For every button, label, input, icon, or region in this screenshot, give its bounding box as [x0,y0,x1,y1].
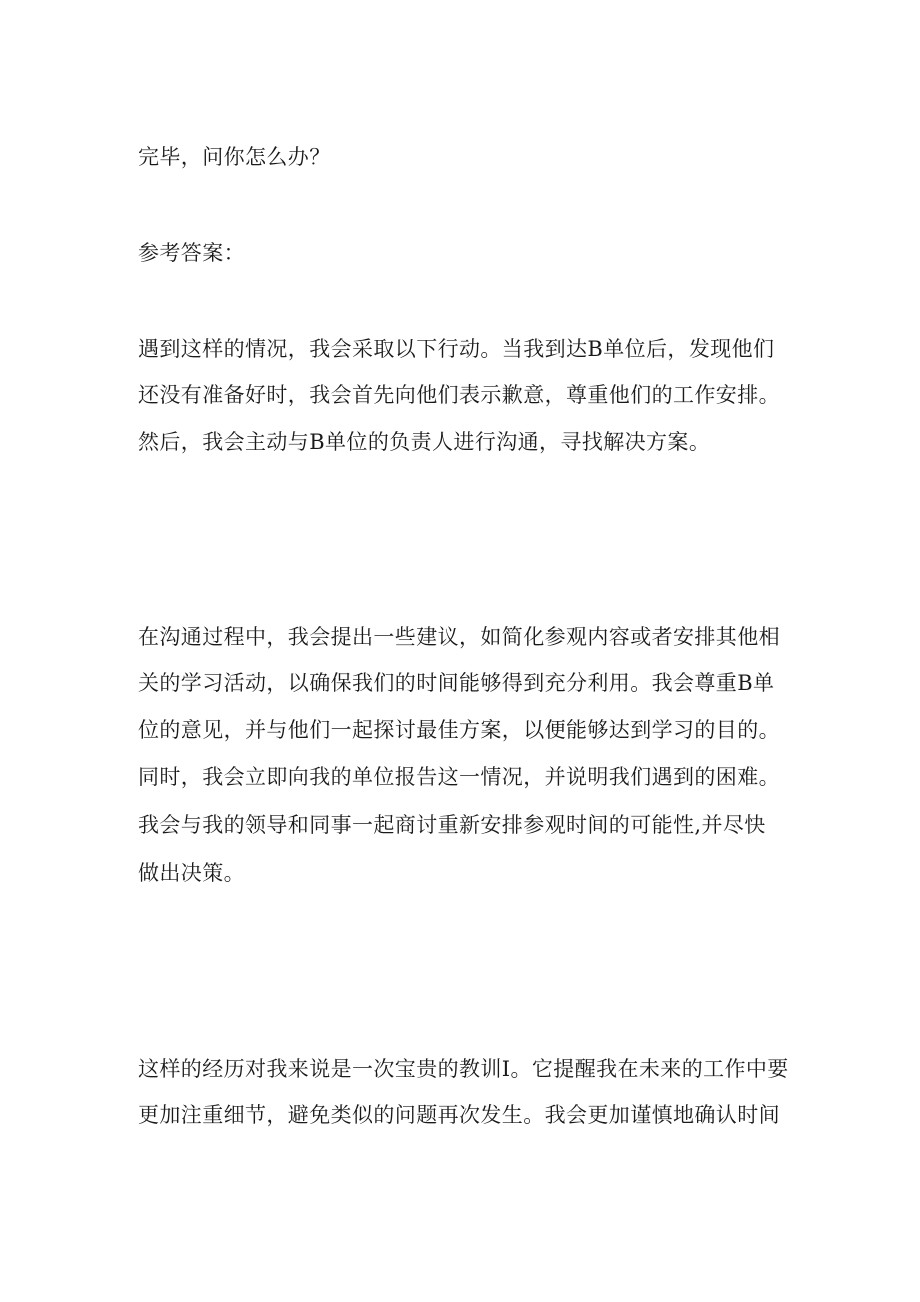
paragraph-2-line-4: 同时，我会立即向我的单位报告这一情况，并说明我们遇到的困难。 [138,765,780,789]
paragraph-2-line-1: 在沟通过程中，我会提出一些建议，如简化参观内容或者安排其他相 [138,625,780,649]
paragraph-3-line-2: 更加注重细节，避免类似的问题再次发生。我会更加谨慎地确认时间 [138,1103,780,1127]
paragraph-2-line-5: 我会与我的领导和同事一起商讨重新安排参观时间的可能性,并尽快 [138,813,766,837]
answer-heading: 参考答案： [138,241,245,265]
paragraph-3-line-1: 这样的经历对我来说是一次宝贵的教训I。它提醒我在未来的工作中要 [138,1057,789,1081]
question-tail-line: 完毕，问你怎么办？ [138,145,331,169]
paragraph-1-line-3: 然后，我会主动与B单位的负责人进行沟通，寻找解决方案。 [138,430,711,454]
paragraph-1-line-2: 还没有准备好时，我会首先向他们表示歉意，尊重他们的工作安排。 [138,383,780,407]
paragraph-2-line-6: 做出决策。 [138,861,245,885]
paragraph-1-line-1: 遇到这样的情况，我会采取以下行动。当我到达B单位后，发现他们 [138,337,775,361]
paragraph-2-line-2: 关的学习活动，以确保我们的时间能够得到充分利用。我会尊重B单 [138,671,775,695]
paragraph-2-line-3: 位的意见，并与他们一起探讨最佳方案，以便能够达到学习的目的。 [138,718,780,742]
